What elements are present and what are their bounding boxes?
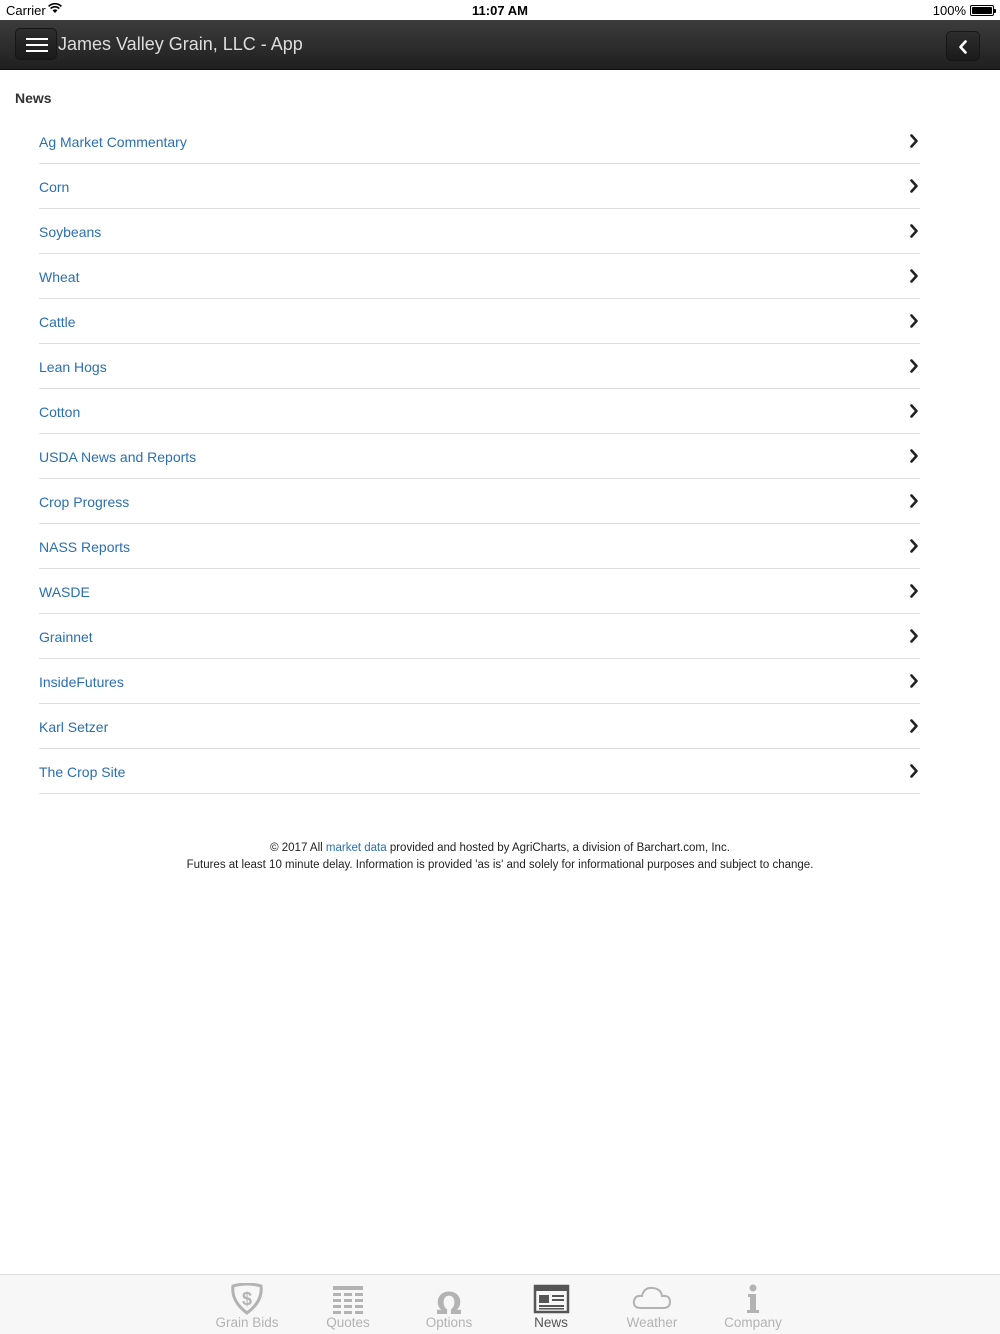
tab-options[interactable]: [399, 1275, 499, 1334]
copyright-suffix: provided and hosted by AgriCharts, a division of Barchart.com, Inc.: [386, 842, 730, 854]
news-item-label: Cotton: [39, 404, 81, 420]
tab-label: Weather: [626, 1315, 678, 1330]
news-list-item[interactable]: [39, 614, 920, 659]
chevron-right-icon: [909, 269, 919, 283]
chevron-right-icon: [909, 764, 919, 778]
menu-button[interactable]: [15, 28, 57, 60]
news-item-label: WASDE: [39, 584, 90, 600]
battery-icon: [970, 5, 994, 16]
status-bar: [0, 0, 1000, 20]
hamburger-icon-line: [26, 44, 48, 46]
tab-company[interactable]: [703, 1275, 803, 1334]
footer: [0, 840, 1000, 874]
news-list-item[interactable]: [39, 434, 920, 479]
tab-label: Quotes: [326, 1315, 370, 1330]
hamburger-icon-line: [26, 50, 48, 52]
news-item-label: Karl Setzer: [39, 719, 109, 735]
news-list-item[interactable]: [39, 704, 920, 749]
news-item-label: Ag Market Commentary: [39, 134, 187, 150]
chevron-right-icon: [909, 314, 919, 328]
news-list-item[interactable]: [39, 749, 920, 794]
market-data-link[interactable]: market data: [325, 842, 387, 854]
copyright-line: [0, 840, 1000, 857]
news-item-label: InsideFutures: [39, 674, 124, 690]
tab-grain-bids[interactable]: [197, 1275, 297, 1334]
carrier-label: Carrier: [6, 3, 46, 18]
hamburger-icon-line: [26, 38, 48, 40]
cloud-icon: [632, 1283, 672, 1315]
chevron-right-icon: [909, 224, 919, 238]
battery-percent: 100%: [932, 3, 966, 18]
chevron-left-icon: [958, 40, 968, 54]
newspaper-icon: [531, 1283, 571, 1315]
back-button[interactable]: [946, 31, 980, 61]
disclaimer: Futures at least 10 minute delay. Information is provided 'as is' and solely for informational purposes and subject to change.: [186, 859, 814, 871]
tab-label: News: [534, 1315, 568, 1330]
tab-label: Company: [724, 1315, 782, 1330]
news-list-item[interactable]: [39, 254, 920, 299]
news-item-label: Soybeans: [39, 224, 102, 240]
news-list-item[interactable]: [39, 479, 920, 524]
news-list-item[interactable]: [39, 389, 920, 434]
tab-news[interactable]: [501, 1275, 601, 1334]
table-grid-icon: [328, 1283, 368, 1315]
news-list-item[interactable]: [39, 344, 920, 389]
chevron-right-icon: [909, 629, 919, 643]
tab-weather[interactable]: [602, 1275, 702, 1334]
bottom-tab-bar: [0, 1274, 1000, 1334]
news-list-item[interactable]: [39, 119, 920, 164]
news-item-label: NASS Reports: [39, 539, 131, 555]
chevron-right-icon: [909, 449, 919, 463]
news-list-item[interactable]: [39, 524, 920, 569]
news-item-label: Cattle: [39, 314, 76, 330]
news-item-label: USDA News and Reports: [39, 449, 197, 465]
chevron-right-icon: [909, 494, 919, 508]
chevron-right-icon: [909, 179, 919, 193]
svg-text:$: $: [241, 1289, 253, 1309]
chevron-right-icon: [909, 404, 919, 418]
chevron-right-icon: [909, 584, 919, 598]
svg-text:Ω: Ω: [436, 1287, 462, 1315]
news-list-item[interactable]: [39, 299, 920, 344]
news-list-item[interactable]: [39, 659, 920, 704]
news-item-label: Lean Hogs: [39, 359, 107, 375]
news-item-label: Grainnet: [39, 629, 93, 645]
news-list-item[interactable]: [39, 569, 920, 614]
news-item-label: Wheat: [39, 269, 80, 285]
news-item-label: Crop Progress: [39, 494, 130, 510]
news-list: [39, 119, 920, 794]
clock: 11:07 AM: [472, 3, 528, 18]
tab-label: Options: [425, 1315, 473, 1330]
dollar-badge-icon: [227, 1283, 267, 1315]
copyright-prefix: © 2017 All: [270, 842, 326, 854]
chevron-right-icon: [909, 539, 919, 553]
news-item-label: The Crop Site: [39, 764, 126, 780]
app-header: [0, 20, 1000, 70]
chevron-right-icon: [909, 359, 919, 373]
news-list-item[interactable]: [39, 164, 920, 209]
chevron-right-icon: [909, 674, 919, 688]
news-item-label: Corn: [39, 179, 70, 195]
tab-label: Grain Bids: [215, 1315, 279, 1330]
chevron-right-icon: [909, 134, 919, 148]
news-list-item[interactable]: [39, 209, 920, 254]
chevron-right-icon: [909, 719, 919, 733]
page-title: News: [15, 90, 52, 106]
app-title: James Valley Grain, LLC - App: [58, 34, 303, 54]
info-icon: [733, 1283, 773, 1315]
tab-quotes[interactable]: [298, 1275, 398, 1334]
omega-icon: [429, 1283, 469, 1315]
